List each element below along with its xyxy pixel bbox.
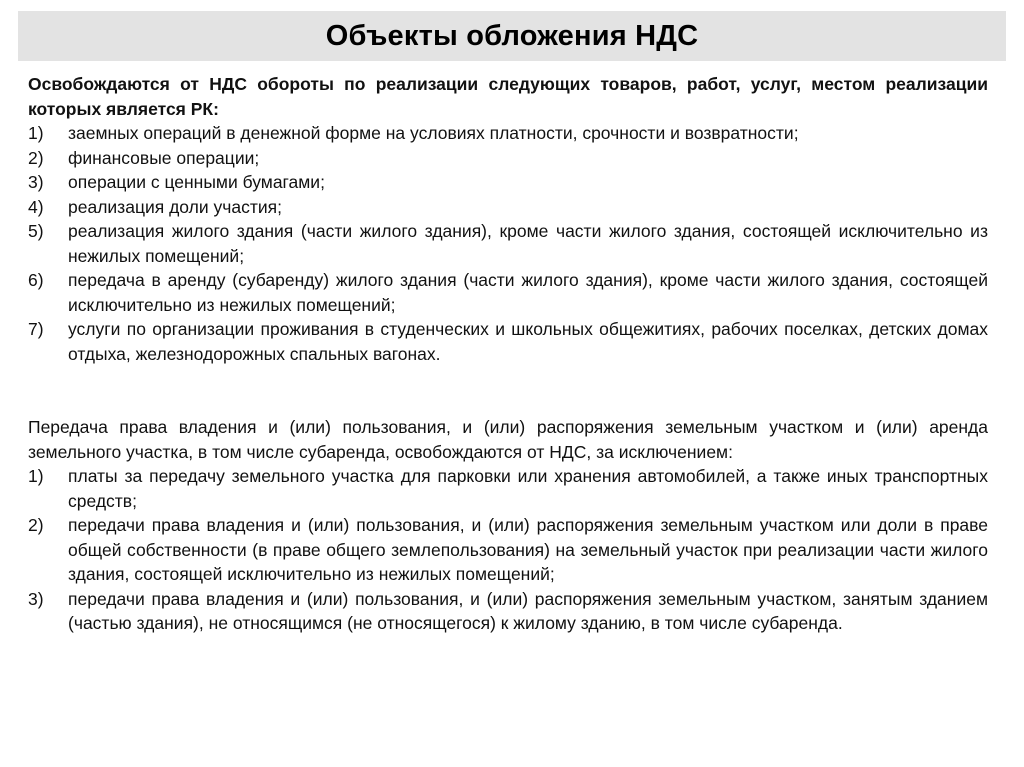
list-item-text: услуги по организации проживания в студенческих и школьных общежитиях, рабочих поселках, детских домах отдыха, железнодорожных спальных вагонах.	[68, 319, 988, 364]
list-item-number: 5)	[28, 221, 44, 241]
list-item-text: передачи права владения и (или) пользования, и (или) распоряжения земельным участком или доли в праве общей собственности (в праве общего землепользования) на земельный участок при реализации части жилого здания, состоящей исключительно из нежилых помещений;	[68, 515, 988, 584]
list-item	[28, 513, 988, 587]
section2-list	[28, 464, 988, 636]
section1-intro: Освобождаются от НДС обороты по реализации следующих товаров, работ, услуг, местом реализации которых является РК:	[28, 74, 988, 119]
list-item-number: 2)	[28, 515, 44, 535]
section2-intro: Передача права владения и (или) пользования, и (или) распоряжения земельным участком и (или) аренда земельного участка, в том числе субаренда, освобождаются от НДС, за исключением:	[28, 417, 988, 462]
list-item-number: 3)	[28, 588, 44, 609]
list-item	[28, 587, 988, 636]
list-item-text: передача в аренду (субаренду) жилого здания (части жилого здания), кроме части жилого здания, состоящей исключительно из нежилых помещений;	[68, 270, 988, 315]
list-item-number: 3)	[28, 172, 44, 192]
list-item-number: 2)	[28, 147, 44, 168]
list-item-number: 7)	[28, 319, 44, 339]
list-item	[28, 464, 988, 513]
list-item	[28, 268, 988, 317]
list-item-text: реализация доли участия;	[68, 196, 282, 217]
slide-title: Объекты обложения НДС	[325, 19, 699, 52]
list-item	[28, 317, 988, 366]
list-item	[28, 121, 988, 146]
list-item	[28, 195, 988, 220]
list-item-text: финансовые операции;	[68, 147, 260, 168]
slide-content	[28, 72, 988, 636]
list-item-text: платы за передачу земельного участка для парковки или хранения автомобилей, а также иных транспортных средств;	[68, 466, 988, 511]
title-bar	[18, 11, 1006, 61]
list-item	[28, 170, 988, 195]
list-item-text: реализация жилого здания (части жилого здания), кроме части жилого здания, состоящей исключительно из нежилых помещений;	[68, 221, 988, 266]
list-item-number: 6)	[28, 270, 44, 290]
list-item-text: операции с ценными бумагами;	[68, 172, 325, 192]
list-item-text: заемных операций в денежной форме на условиях платности, срочности и возвратности;	[68, 123, 799, 143]
list-item-number: 1)	[28, 466, 44, 486]
section1-list	[28, 121, 988, 366]
list-item-text: передачи права владения и (или) пользования, и (или) распоряжения земельным участком, занятым зданием (частью здания), не относящимся (не относящегося) к жилому зданию, в том числе субаренда.	[68, 588, 988, 633]
list-item	[28, 146, 988, 171]
section-spacer	[28, 366, 988, 415]
list-item-number: 1)	[28, 123, 44, 143]
list-item	[28, 219, 988, 268]
list-item-number: 4)	[28, 196, 44, 217]
